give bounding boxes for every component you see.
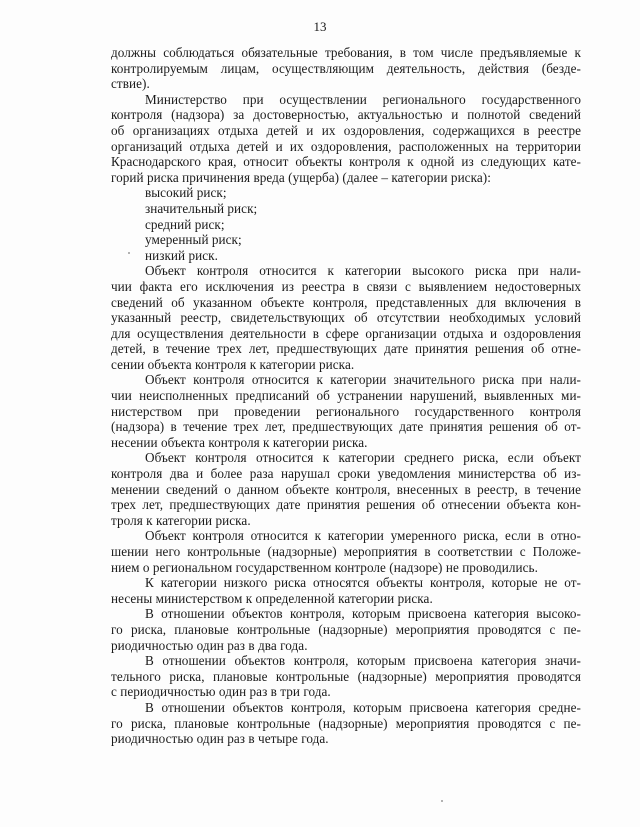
text-line: го риска, плановые контрольные (надзорные) мероприятия проводятся с пе- — [111, 715, 581, 731]
text-line: сении объекта контроля к категории риска. — [111, 356, 355, 372]
scan-speck — [128, 252, 130, 254]
risk-category-item: средний риск; — [145, 216, 225, 232]
text-line: указанный реестр, свидетельствующих об отсутствии необходимых условий — [111, 310, 581, 326]
text-line: В отношении объектов контроля, которым присвоена категория высоко- — [145, 606, 581, 622]
text-line: для осуществления деятельности в сфере организации отдыха и оздоровления — [111, 325, 581, 341]
risk-category-item: значительный риск; — [145, 200, 258, 216]
text-line: ствие). — [111, 76, 150, 92]
text-line: троля к категории риска. — [111, 512, 251, 528]
risk-category-item: умеренный риск; — [145, 232, 242, 248]
text-line: сведений об указанном объекте контроля, представленных для включения в — [111, 294, 581, 310]
text-line: го риска, плановые контрольные (надзорные) мероприятия проводятся с пе- — [111, 621, 581, 637]
text-line: тельного риска, плановые контрольные (надзорные) мероприятия проводятся — [111, 668, 581, 684]
page-number: 13 — [313, 19, 327, 34]
text-line: контроля (надзора) за достоверностью, актуальностью и полнотой сведений — [111, 107, 581, 123]
text-line: нием о региональном государственном контроле (надзоре) не проводились. — [111, 559, 538, 575]
text-line: детей, в течение трех лет, предшествующих дате принятия решения об отне- — [111, 341, 581, 357]
text-line: Министерство при осуществлении регионального государственного — [145, 91, 581, 107]
text-line: должны соблюдаться обязательные требования, в том числе предъявляемые к — [111, 45, 581, 60]
risk-category-item: низкий риск. — [145, 247, 218, 263]
text-line: несении объекта контроля к категории риска. — [111, 434, 368, 450]
text-line: контролируемым лицам, осуществляющим деятельность, действия (безде- — [111, 60, 581, 76]
body-text — [111, 45, 581, 747]
text-line: шении него контрольные (надзорные) мероприятия в соответствии с Положе- — [111, 544, 581, 559]
text-line: горий риска причинения вреда (ущерба) (далее – категории риска): — [111, 169, 491, 185]
text-line: Объект контроля относится к категории умеренного риска, если в отно- — [145, 528, 581, 544]
text-line: контроля два и более раза нарушал сроки уведомления министерства об из- — [111, 466, 581, 482]
text-line: менении сведений о данном объекте контроля, внесенных в реестр, в течение — [111, 481, 581, 497]
text-line: К категории низкого риска относятся объекты контроля, которые не от- — [145, 575, 581, 591]
text-line: чии неисполненных предписаний об устранении нарушений, выявленных ми- — [111, 388, 581, 404]
text-line: Объект контроля относится к категории высокого риска при нали- — [145, 263, 581, 279]
text-line: Краснодарского края, относит объекты контроля к одной из следующих кате- — [111, 154, 581, 170]
text-line: организаций отдыха детей и их оздоровления, расположенных на территории — [111, 138, 581, 154]
text-line: с периодичностью один раз в три года. — [111, 684, 331, 700]
scan-speck — [441, 800, 443, 802]
text-line: Объект контроля относится к категории значительного риска при нали- — [145, 372, 581, 388]
text-line: несены министерством к определенной категории риска. — [111, 590, 433, 606]
text-line: Объект контроля относится к категории среднего риска, если объект — [145, 450, 581, 466]
text-line: (надзора) в течение трех лет, предшествующих дате принятия решения об от- — [111, 419, 581, 435]
text-line: В отношении объектов контроля, которым присвоена категория средне- — [145, 699, 581, 715]
text-line: В отношении объектов контроля, которым присвоена категория значи- — [145, 653, 581, 669]
text-line: риодичностью один раз в два года. — [111, 637, 308, 653]
text-line: риодичностью один раз в четыре года. — [111, 731, 329, 747]
risk-category-item: высокий риск; — [145, 185, 227, 201]
text-line: нистерством при проведении регионального государственного контроля — [111, 403, 581, 419]
text-line: трех лет, предшествующих дате принятия решения об отнесении объекта кон- — [111, 497, 581, 513]
text-line: чии факта его исключения из реестра в связи с выявлением недостоверных — [111, 278, 581, 294]
text-line: об организациях отдыха детей и их оздоровления, содержащихся в реестре — [111, 122, 581, 138]
